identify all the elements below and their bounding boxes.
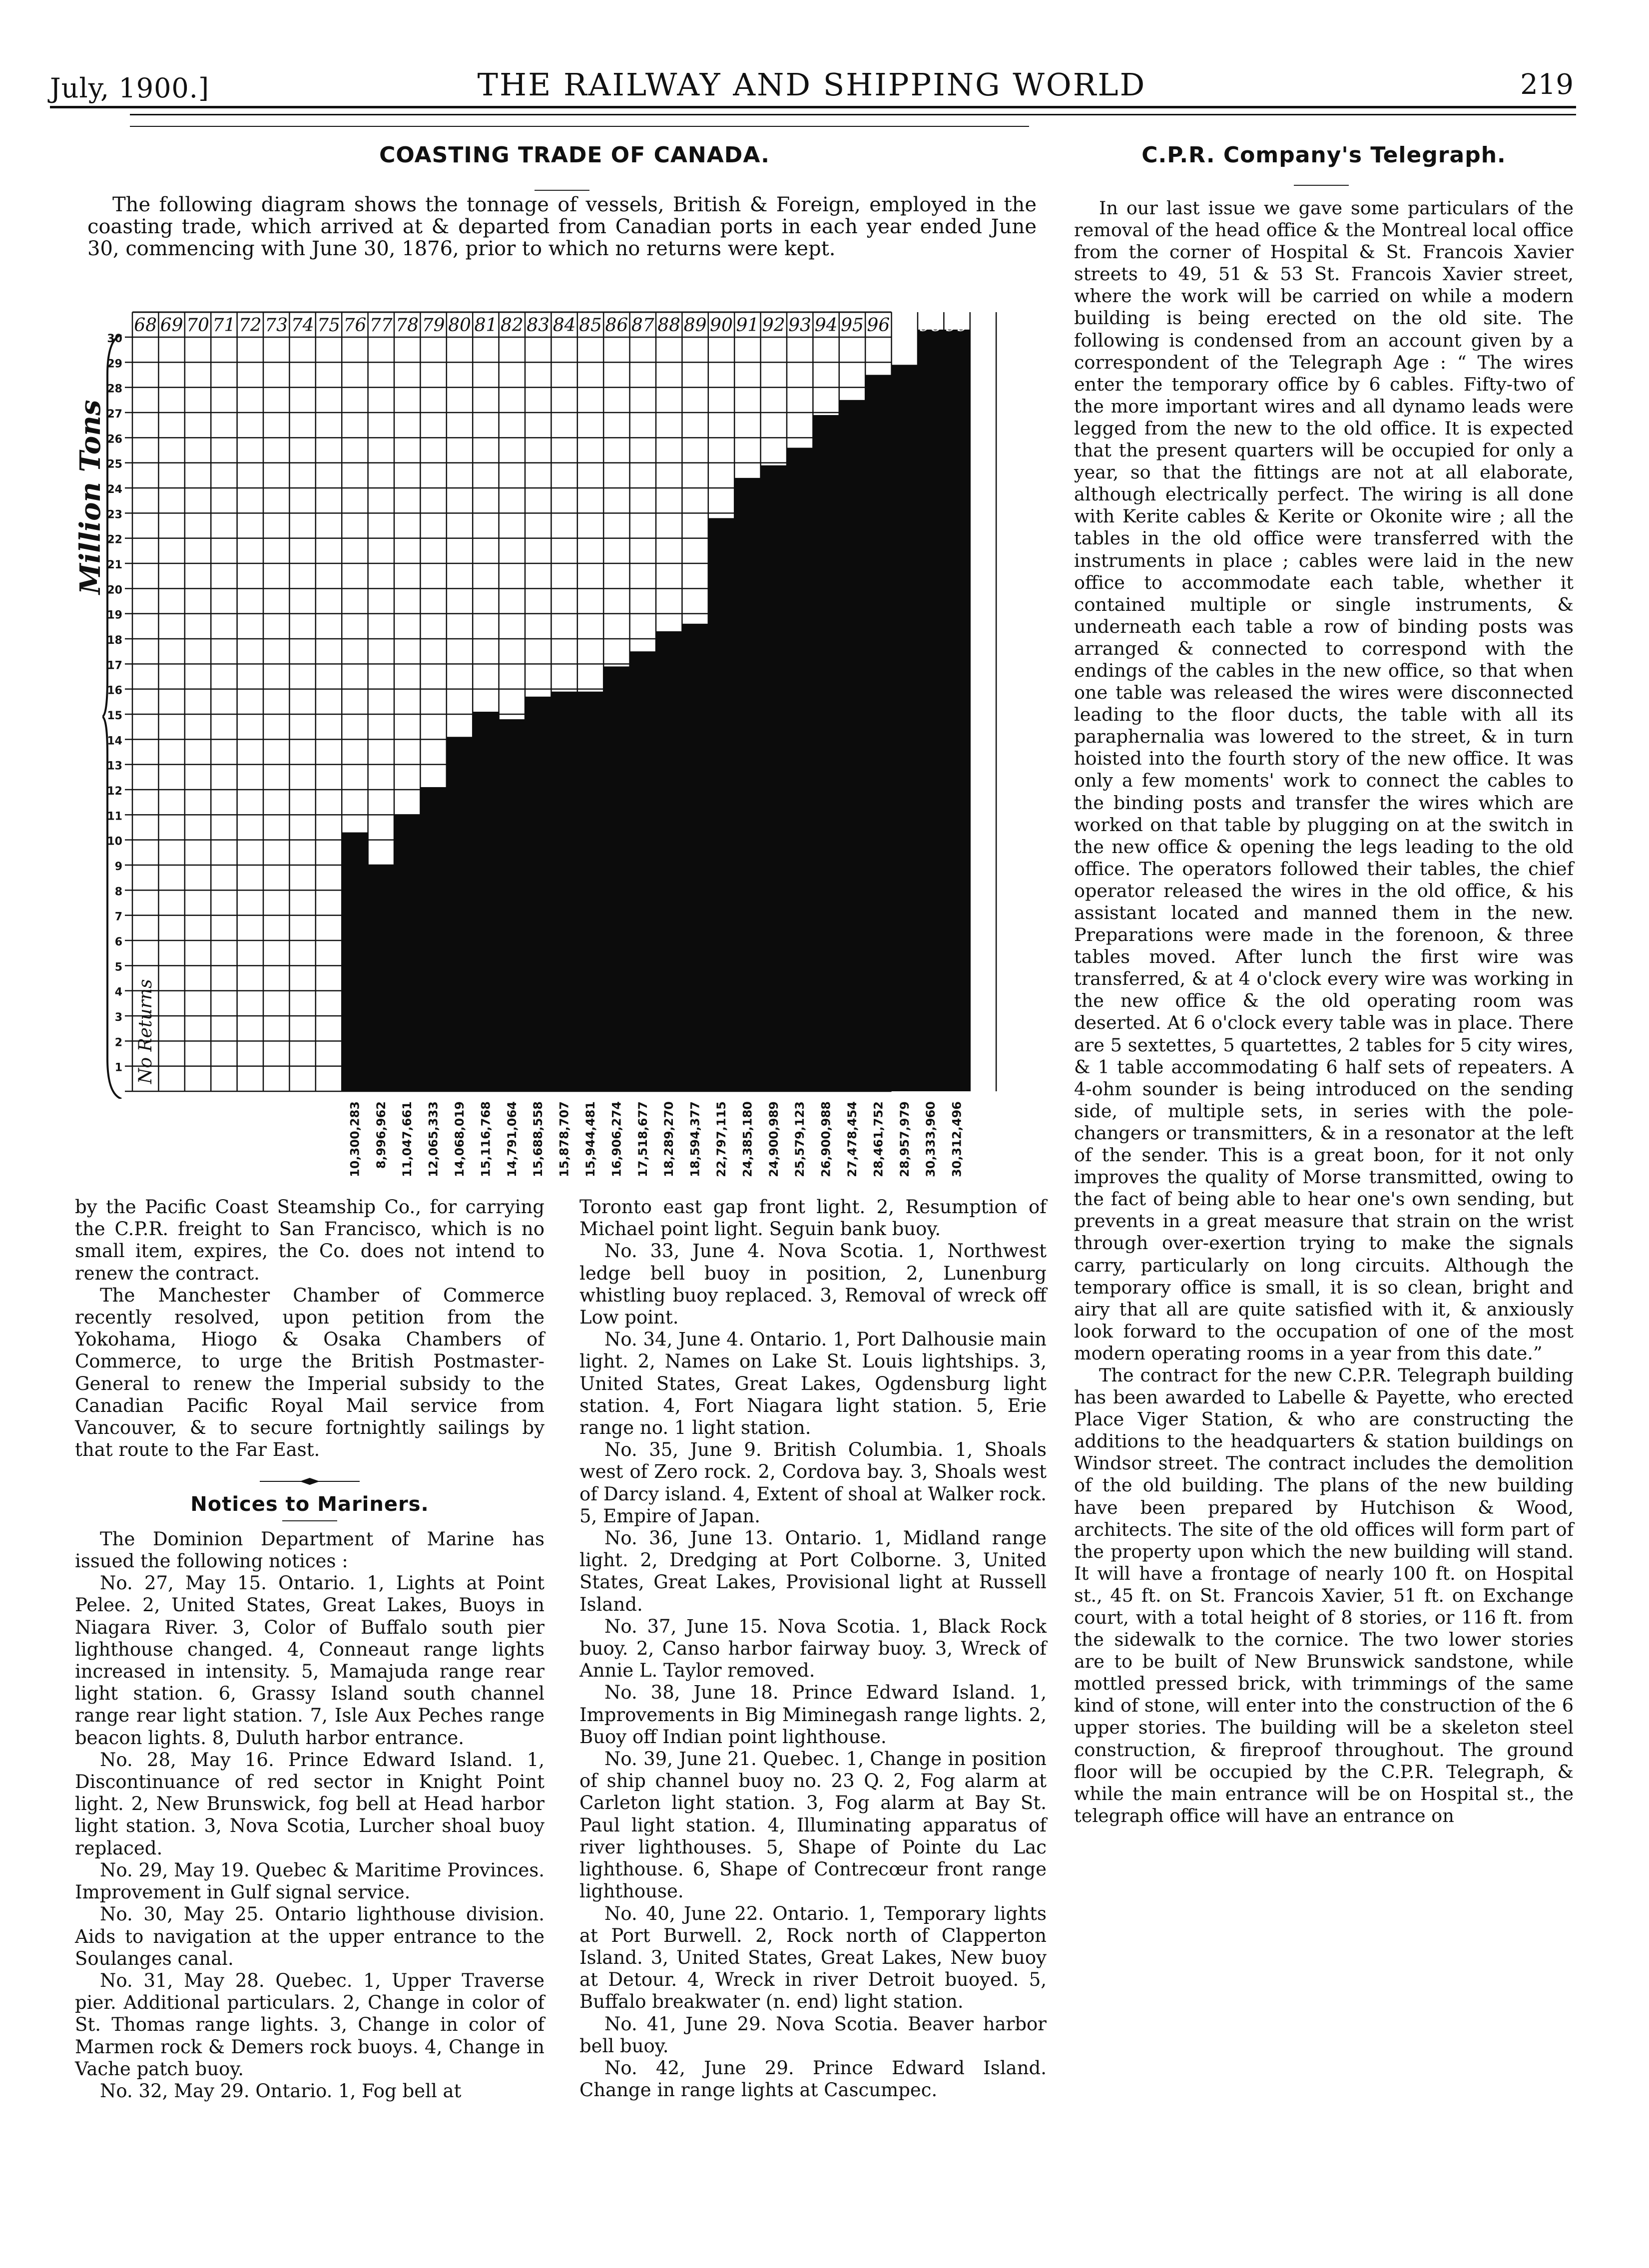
bar — [420, 787, 447, 1091]
value-label: 30,333,960 — [924, 1101, 938, 1177]
value-label: 14,068,019 — [453, 1101, 467, 1177]
value-label: 15,878,707 — [557, 1101, 571, 1177]
year-label: 98 — [919, 315, 943, 336]
bar — [918, 330, 944, 1091]
year-label: 78 — [396, 315, 419, 336]
year-label: 68 — [134, 315, 157, 336]
y-tick-label: 4 — [114, 986, 122, 999]
notice-paragraph: No. 39, June 21. Quebec. 1, Change in position of ship channel buoy no. 23 Q. 2, Fog alarm at Carleton light station. 3, Fog alarm at Bay St. Paul light station. 4, Illuminating apparatus of river lighthouses. 5, Shape of Pointe du Lac lighthouse. 6, Shape of Contrecœur front range lighthouse. — [579, 1748, 1047, 1902]
notice-paragraph: No. 36, June 13. Ontario. 1, Midland range light. 2, Dredging at Port Colborne. 3, United States, Great Lakes, Provisional light at Russell Island. — [579, 1527, 1047, 1615]
bar — [630, 651, 656, 1091]
cpr-paragraph: The contract for the new C.P.R. Telegraph building has been awarded to Labelle & Payette, who erected Place Viger Station, & who are constructing the additions to the headquarters & station buildings on Windsor street. The contract includes the demolition of the old building. The plans of the new building have been prepared by Hutchison & Wood, architects. The site of the old offices will form part of the property upon which the new building will stand. It will have a frontage of nearly 100 ft. on Hospital st., 45 ft. on St. Francois Xavier, 51 ft. on Exchange court, with a total height of 8 stories, or 116 ft. from the sidewalk to the cornice. The two lower stories are to be built of New Brunswick sandstone, while mottled pressed brick, with trimmings of the same kind of stone, will enter into the construction of the 6 upper stories. The building will be a skeleton steel construction, & fireproof throughout. The ground floor will be occupied by the C.P.R. Telegraph, & while the main entrance will be on Hospital st., the telegraph office will have an entrance on — [1074, 1364, 1574, 1826]
notices-title: Notices to Mariners. — [190, 1492, 429, 1516]
value-label: 15,688,558 — [531, 1101, 546, 1177]
bar — [577, 692, 604, 1091]
y-tick-label: 30 — [107, 333, 122, 345]
bar — [473, 712, 499, 1091]
y-tick-label: 3 — [114, 1011, 122, 1024]
y-tick-label: 28 — [107, 383, 122, 396]
bar — [682, 624, 708, 1091]
y-tick-label: 8 — [114, 886, 122, 899]
notice-paragraph: No. 40, June 22. Ontario. 1, Temporary lights at Port Burwell. 2, Rock north of Clapperton Island. 3, United States, Great Lakes, New buoy at Detour. 4, Wreck in river Detroit buoyed. 5, Buffalo breakwater (n. end) light station. — [579, 1902, 1047, 2013]
year-label: 70 — [186, 315, 209, 336]
y-tick-label: 13 — [107, 760, 122, 773]
bar — [342, 833, 368, 1091]
value-label: 30,312,496 — [950, 1101, 964, 1177]
y-tick-label: 14 — [107, 735, 122, 748]
y-tick-label: 22 — [107, 533, 122, 546]
head-rule — [50, 106, 1576, 108]
notice-paragraph: No. 31, May 28. Quebec. 1, Upper Traverse pier. Additional particulars. 2, Change in color of St. Thomas range lights. 3, Change in color of Marmen rock & Demers rock buoys. 4, Change in Vache patch buoy. — [75, 1969, 545, 2080]
year-label: 72 — [238, 315, 262, 336]
y-tick-label: 19 — [107, 609, 122, 622]
notice-paragraph: No. 34, June 4. Ontario. 1, Port Dalhousie main light. 2, Names on Lake St. Louis lightships. 3, United States, Great Lakes, Ogdensburg light station. 4, Fort Niagara light station. 5, Erie range no. 1 light station. — [579, 1329, 1047, 1439]
page-number: 219 — [1520, 68, 1574, 101]
left-column: by the Pacific Coast Steamship Co., for carrying the C.P.R. freight to San Francisco, which is no small item, expires, the Co. does not intend to renew the contract. The Manchester Chamber of Commerce recently resolved, upon petition from the Yokohama, Hiogo & Osaka Chambers of Commerce, to urge the British Postmaster-General to renew the Imperial subsidy to the Canadian Pacific Royal Mail service from Vancouver, & to secure fortnightly sailings by that route to the Far East. Notices to Mariners. The Dominion Department of Marine has issued the following notices : No. 27, May 15. Ontario. 1, Lights at Point Pelee. 2, United States, Great Lakes, Buoys in Niagara River. 3, Color of Buffalo south pier lighthouse changed. 4, Conneaut range lights increased in intensity. 5, Mamajuda range rear light station. 6, Grassy Island south channel range rear light station. 7, Isle Aux Peches range beacon lights. 8, Duluth harbor entrance. No. 28, May 16. Prince Edward Island. 1, Discontinuance of red sector in Knight Point light. 2, New Brunswick, fog bell at Head harbor light station. 3, Nova Scotia, Lurcher shoal buoy replaced. No. 29, May 19. Quebec & Maritime Provinces. Improvement in Gulf signal service. No. 30, May 25. Ontario lighthouse division. Aids to navigation at the upper entrance to the Soulanges canal. No. 31, May 28. Quebec. 1, Upper Traverse pier. Additional particulars. 2, Change in color of St. Thomas range lights. 3, Change in color of Marmen rock & Demers rock buoys. 4, Change in Vache patch buoy. No. 32, May 29. Ontario. 1, Fog bell at — [75, 1196, 545, 2102]
y-tick-label: 17 — [107, 659, 122, 672]
y-tick-label: 12 — [107, 785, 122, 798]
year-label: 96 — [867, 315, 890, 336]
notice-paragraph: No. 35, June 9. British Columbia. 1, Shoals west of Zero rock. 2, Cordova bay. 3, Shoals west of Darcy island. 4, Extent of shoal at Walker rock. 5, Empire of Japan. — [579, 1439, 1047, 1527]
bar — [394, 815, 421, 1091]
value-label: 26,900,988 — [819, 1101, 833, 1177]
bar — [656, 631, 682, 1091]
y-tick-label: 26 — [107, 433, 122, 446]
value-label: 16,906,274 — [609, 1101, 624, 1177]
notices-list — [75, 1528, 545, 2102]
bar — [892, 365, 918, 1091]
notice-paragraph: Toronto east gap front light. 2, Resumption of Michael point light. Seguin bank buoy. — [579, 1196, 1047, 1240]
year-label: 69 — [160, 315, 183, 336]
year-label: 94 — [814, 315, 838, 336]
year-label: 86 — [605, 315, 628, 336]
year-label: 89 — [683, 315, 707, 336]
running-head — [50, 52, 1574, 107]
notice-paragraph: The Dominion Department of Marine has issued the following notices : — [75, 1528, 545, 1572]
journal-title: THE RAILWAY AND SHIPPING WORLD — [477, 66, 1146, 103]
bar — [368, 865, 395, 1091]
y-axis-brace — [102, 335, 122, 1099]
value-label: 24,385,180 — [740, 1101, 755, 1177]
value-label: 28,461,752 — [871, 1101, 886, 1177]
value-label: 10,300,283 — [348, 1101, 362, 1177]
value-label: 15,116,768 — [479, 1101, 493, 1177]
year-label: 73 — [265, 315, 288, 336]
y-tick-label: 10 — [107, 835, 122, 848]
y-tick-label: 2 — [114, 1036, 122, 1049]
tonnage-chart-svg — [65, 280, 1044, 1194]
value-label: 15,944,481 — [583, 1101, 597, 1177]
coasting-title: COASTING TRADE OF CANADA. — [379, 142, 770, 168]
value-label: 25,579,123 — [793, 1101, 807, 1177]
cpr-article — [1074, 197, 1574, 1827]
year-label: 84 — [552, 315, 576, 336]
year-label: 80 — [448, 315, 471, 336]
notice-paragraph: No. 28, May 16. Prince Edward Island. 1, Discontinuance of red sector in Knight Point light. 2, New Brunswick, fog bell at Head harbor light station. 3, Nova Scotia, Lurcher shoal buoy replaced. — [75, 1749, 545, 1859]
y-tick-label: 23 — [107, 508, 122, 521]
cpr-title-rule — [1294, 185, 1349, 186]
year-label: 97 — [893, 315, 916, 336]
year-label: 85 — [579, 315, 602, 336]
bar — [708, 518, 735, 1091]
year-label: 77 — [369, 315, 393, 336]
y-tick-label: 5 — [114, 961, 122, 974]
y-tick-label: 16 — [107, 684, 122, 697]
y-axis-label: Million Tons — [74, 400, 107, 594]
bar — [734, 478, 761, 1091]
notice-paragraph: No. 37, June 15. Nova Scotia. 1, Black Rock buoy. 2, Canso harbor fairway buoy. 3, Wreck of Annie L. Taylor removed. — [579, 1615, 1047, 1682]
title-rule — [535, 190, 589, 191]
value-label: 18,594,377 — [688, 1101, 702, 1177]
y-tick-label: 15 — [107, 710, 122, 722]
notice-paragraph: No. 32, May 29. Ontario. 1, Fog bell at — [100, 2080, 462, 2102]
year-label: 92 — [762, 315, 785, 336]
year-label: 83 — [527, 315, 550, 336]
head-rule-2 — [130, 114, 1576, 115]
notice-paragraph: No. 30, May 25. Ontario lighthouse division. Aids to navigation at the upper entrance to the Soulanges canal. — [75, 1903, 545, 1969]
notice-paragraph: No. 38, June 18. Prince Edward Island. 1, Improvements in Big Miminegash range lights. 2, Buoy off Indian point lighthouse. — [579, 1682, 1047, 1748]
ornament-rule — [75, 1468, 545, 1490]
y-tick-label: 7 — [114, 910, 122, 923]
y-tick-label: 25 — [107, 458, 122, 471]
notice-paragraph: No. 41, June 29. Nova Scotia. Beaver harbor bell buoy. — [579, 2013, 1047, 2057]
bar — [865, 375, 892, 1092]
notices-rule — [282, 1520, 337, 1521]
year-label: 93 — [788, 315, 812, 336]
y-tick-label: 24 — [107, 483, 122, 496]
bar — [447, 737, 473, 1091]
cpr-paragraph: In our last issue we gave some particulars of the removal of the head office & the Montreal local office from the corner of Hospital & St. Francois Xavier streets to 49, 51 & 53 St. Francois Xavier street, where the work will be carried on while a modern building is being erected on the old site. The following is condensed from an account given by a correspondent of the Telegraph Age : “ The wires enter the temporary office by 6 cables. Fifty-two of the more important wires and all dynamo leads were legged from the new to the old office. It is expected that the present quarters will be occupied for only a year, so that the fittings are not at all elaborate, although electrically perfect. The wiring is all done with Kerite cables & Kerite or Okonite wire ; all the tables in the old office were transferred with the instruments in place ; cables were laid in the new office to accommodate each table, whether it contained multiple or single instruments, & underneath each table a row of binding posts was arranged & connected to correspond with the endings of the cables in the new office, so that when one table was released the wires were disconnected leading to the floor ducts, the table with all its paraphernalia was lowered to the street, & in turn hoisted into the fourth story of the new office. It was only a few moments' work to connect the cables to the binding posts and transfer the wires which are worked on that table by plugging on at the switch in the new office & opening the legs leading to the old office. The operators followed their tables, the chief operator released the wires in the old office, & his assistant located and manned them in the new. Preparations were made in the forenoon, & three tables moved. After lunch the first wire was transferred, & at 4 o'clock every wire was working in the new office & the old operating room was deserted. At 6 o'clock every table was in place. There are 5 sextettes, 5 quartettes, 2 tables for 5 city wires, & 1 table accommodating 6 half sets of repeaters. A 4-ohm sounder is being introduced on the sending side, of multiple sets, in series with the pole-changers or transmitters, & in a resonator at the left of the sender. This is a great boon, for it not only improves the quality of Morse transmitted, owing to the fact of being able to hear one's own sending, but prevents in a great measure that strain on the wrist through over-exertion trying to make the signals carry, particularly on long circuits. Although the temporary office is small, it is so clean, bright and airy that all are quite satisfied with it, & anxiously look forward to the occupation of one of the most modern operating rooms in a year from this date.” — [1074, 197, 1574, 1364]
notice-paragraph: No. 29, May 19. Quebec & Maritime Provinces. Improvement in Gulf signal service. — [75, 1859, 545, 1903]
year-label: 71 — [212, 315, 236, 336]
cpr-title: C.P.R. Company's Telegraph. — [1141, 142, 1506, 168]
year-label: 88 — [657, 315, 681, 336]
bar — [761, 465, 787, 1091]
year-label: 99 — [945, 315, 969, 336]
value-label: 27,478,454 — [845, 1101, 859, 1177]
y-tick-label: 1 — [114, 1061, 122, 1074]
y-tick-label: 6 — [114, 936, 122, 948]
head-rule-3 — [130, 126, 1029, 127]
year-label: 79 — [422, 315, 445, 336]
bar — [813, 415, 839, 1091]
year-label: 82 — [500, 315, 524, 336]
notice-paragraph: No. 33, June 4. Nova Scotia. 1, Northwest ledge bell buoy in position, 2, Lunenburg whistling buoy replaced. 3, Removal of wreck off Low point. — [579, 1240, 1047, 1329]
value-label: 14,791,064 — [505, 1101, 519, 1177]
y-tick-label: 11 — [107, 810, 122, 823]
no-returns-label: No Returns — [135, 979, 156, 1084]
y-tick-label: 20 — [107, 584, 122, 597]
value-label: 12,065,333 — [426, 1101, 441, 1177]
value-label: 17,518,677 — [635, 1101, 650, 1177]
year-label: 74 — [291, 315, 314, 336]
year-label: 76 — [343, 315, 367, 336]
y-tick-label: 27 — [107, 408, 122, 421]
middle-column — [579, 1196, 1047, 2101]
y-tick-label: 21 — [107, 559, 122, 571]
bar — [499, 719, 526, 1091]
year-label: 75 — [317, 315, 340, 336]
year-label: 00 — [972, 315, 995, 336]
value-label: 8,996,962 — [374, 1101, 388, 1169]
value-label: 11,047,661 — [400, 1101, 415, 1177]
value-label: 18,289,270 — [662, 1101, 676, 1177]
value-label: 28,957,979 — [897, 1101, 912, 1177]
bar — [603, 666, 630, 1091]
bar — [839, 400, 866, 1091]
issue-date: July, 1900.] — [50, 72, 210, 104]
y-tick-label: 18 — [107, 634, 122, 647]
bar — [787, 448, 813, 1091]
tonnage-chart — [65, 280, 1044, 1194]
y-tick-label: 9 — [114, 861, 122, 873]
year-label: 91 — [736, 315, 759, 336]
coasting-intro: The following diagram shows the tonnage of vessels, British & Foreign, employed in the coasting trade, which arrived at & departed from Canadian ports in each year ended June 30, commencing with June 30, 1876, prior to which no returns were kept. — [87, 193, 1037, 260]
bar — [525, 697, 551, 1091]
year-label: 90 — [710, 315, 733, 336]
value-label: 24,900,989 — [766, 1101, 781, 1177]
notice-paragraph: No. 27, May 15. Ontario. 1, Lights at Point Pelee. 2, United States, Great Lakes, Buoys in Niagara River. 3, Color of Buffalo south pier lighthouse changed. 4, Conneaut range lights increased in intensity. 5, Mamajuda range rear light station. 6, Grassy Island south channel range rear light station. 7, Isle Aux Peches range beacon lights. 8, Duluth harbor entrance. — [75, 1572, 545, 1749]
y-tick-label: 29 — [107, 358, 122, 371]
year-label: 95 — [841, 315, 864, 336]
bar — [551, 692, 577, 1091]
value-label: 22,797,115 — [714, 1101, 728, 1177]
year-label: 87 — [631, 315, 654, 336]
bar — [944, 330, 970, 1091]
year-label: 81 — [474, 315, 498, 336]
notice-paragraph: No. 42, June 29. Prince Edward Island. Change in range lights at Cascumpec. — [579, 2057, 1047, 2101]
